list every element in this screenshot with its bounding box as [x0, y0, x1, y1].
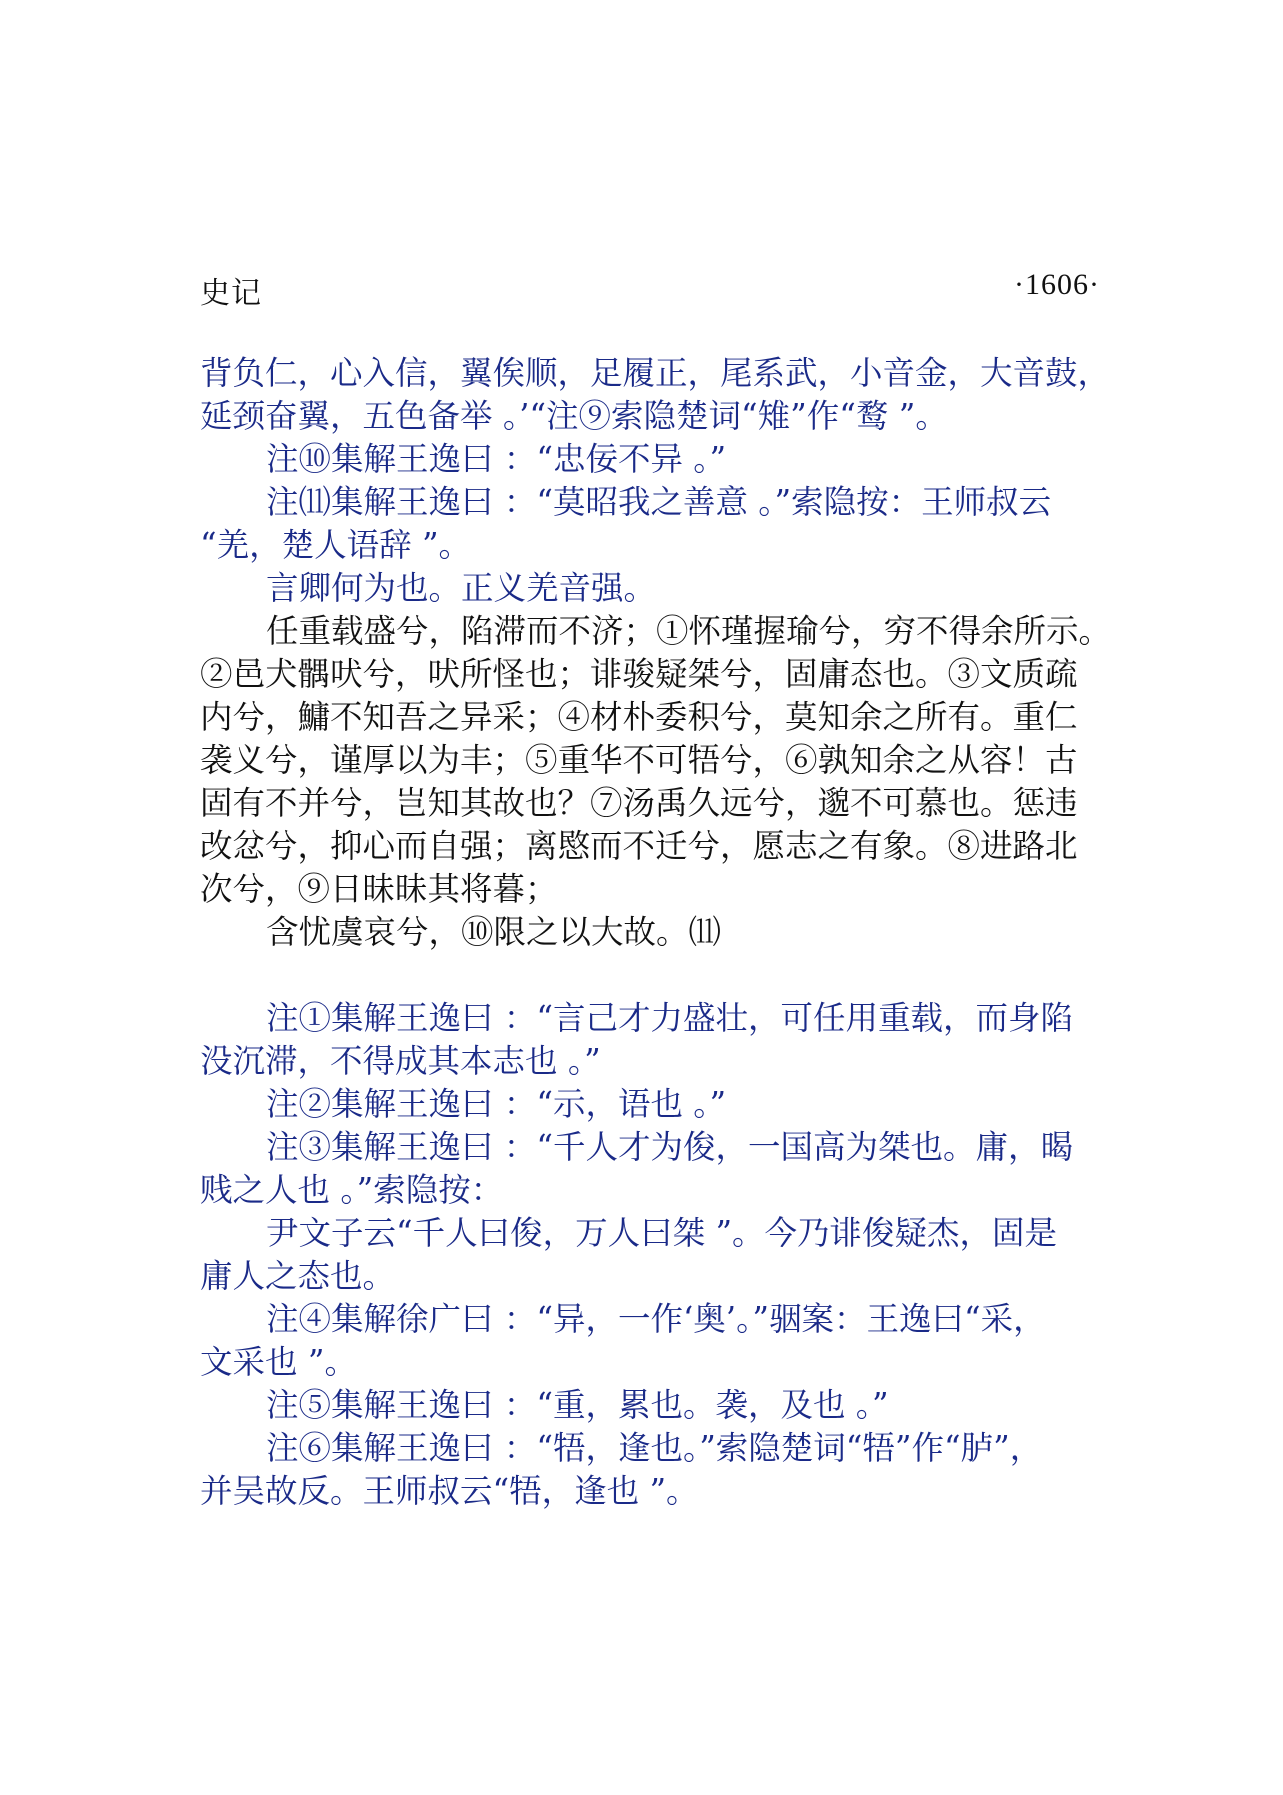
main-text-line: 固有不并兮，岂知其故也？⑦汤禹久远兮，邈不可慕也。惩违: [200, 784, 1078, 822]
main-text-line: 次兮，⑨日昧昧其将暮；: [200, 870, 558, 908]
main-text-line: 袭义兮，谨厚以为丰；⑤重华不可牾兮，⑥孰知余之从容！古: [200, 741, 1078, 779]
annotation-line: 注④集解徐广曰 ：“异，一作‘奥’。”骃案：王逸曰“采，: [266, 1300, 1046, 1338]
main-text-line: 内兮，鱅不知吾之异采；④材朴委积兮，莫知余之所有。重仁: [200, 698, 1078, 736]
annotation-line: 贱之人也 。”索隐按：: [200, 1171, 504, 1209]
main-text-line: 改忿兮，抑心而自强；离愍而不迁兮，愿志之有象。⑧进路北: [200, 827, 1078, 865]
page-header: [200, 268, 1100, 312]
annotation-line: 没沉滞，不得成其本志也 。”: [200, 1042, 601, 1080]
main-text-line: ②邑犬髃吠兮，吠所怪也；诽骏疑桀兮，固庸态也。③文质疏: [200, 655, 1078, 693]
main-text-line: 任重载盛兮，陷滞而不济；①怀瑾握瑜兮，穷不得余所示。: [266, 612, 1112, 650]
annotation-line: 注⑥集解王逸曰 ：“牾，逢也。”索隐楚词“牾”作“胪”，: [266, 1429, 1043, 1467]
annotation-line: 注⑤集解王逸曰 ：“重，累也。袭，及也 。”: [266, 1386, 889, 1424]
annotation-line: “羌，楚人语辞 ”。: [200, 526, 472, 564]
annotation-line: 延颈奋翼，五色备举 。’“注⑨索隐楚词“雉”作“鹜 ”。: [200, 397, 948, 435]
annotation-line: 注⑾集解王逸曰 ：“莫昭我之善意 。”索隐按：王师叔云: [266, 483, 1052, 521]
annotation-line: 文采也 ”。: [200, 1343, 357, 1381]
page-number: ·1606·: [1014, 268, 1100, 301]
paragraph-gap: [200, 954, 1100, 997]
annotation-line: 庸人之态也。: [200, 1257, 396, 1295]
annotation-line: 注⑩集解王逸曰 ：“忠佞不异 。”: [266, 440, 727, 478]
annotation-line: 背负仁，心入信，翼俟顺，足履正，尾系武，小音金，大音鼓，: [200, 354, 1111, 392]
body-text: [200, 352, 1112, 1513]
main-text-line: 含忧虞哀兮，⑩限之以大故。⑾: [266, 913, 722, 951]
annotation-line: 并吴故反。王师叔云“牾，逢也 ”。: [200, 1472, 699, 1510]
annotation-line: 言卿何为也。正义羌音强。: [266, 569, 657, 607]
annotation-line: 注①集解王逸曰 ：“言己才力盛壮，可任用重载，而身陷: [266, 999, 1073, 1037]
annotation-line: 注③集解王逸曰 ：“千人才为俊，一国高为桀也。庸，暍: [266, 1128, 1073, 1166]
book-title: 史记: [200, 276, 262, 311]
annotation-line: 尹文子云“千人曰俊，万人曰桀 ”。今乃诽俊疑杰，固是: [266, 1214, 1058, 1252]
annotation-line: 注②集解王逸曰 ：“示，语也 。”: [266, 1085, 727, 1123]
